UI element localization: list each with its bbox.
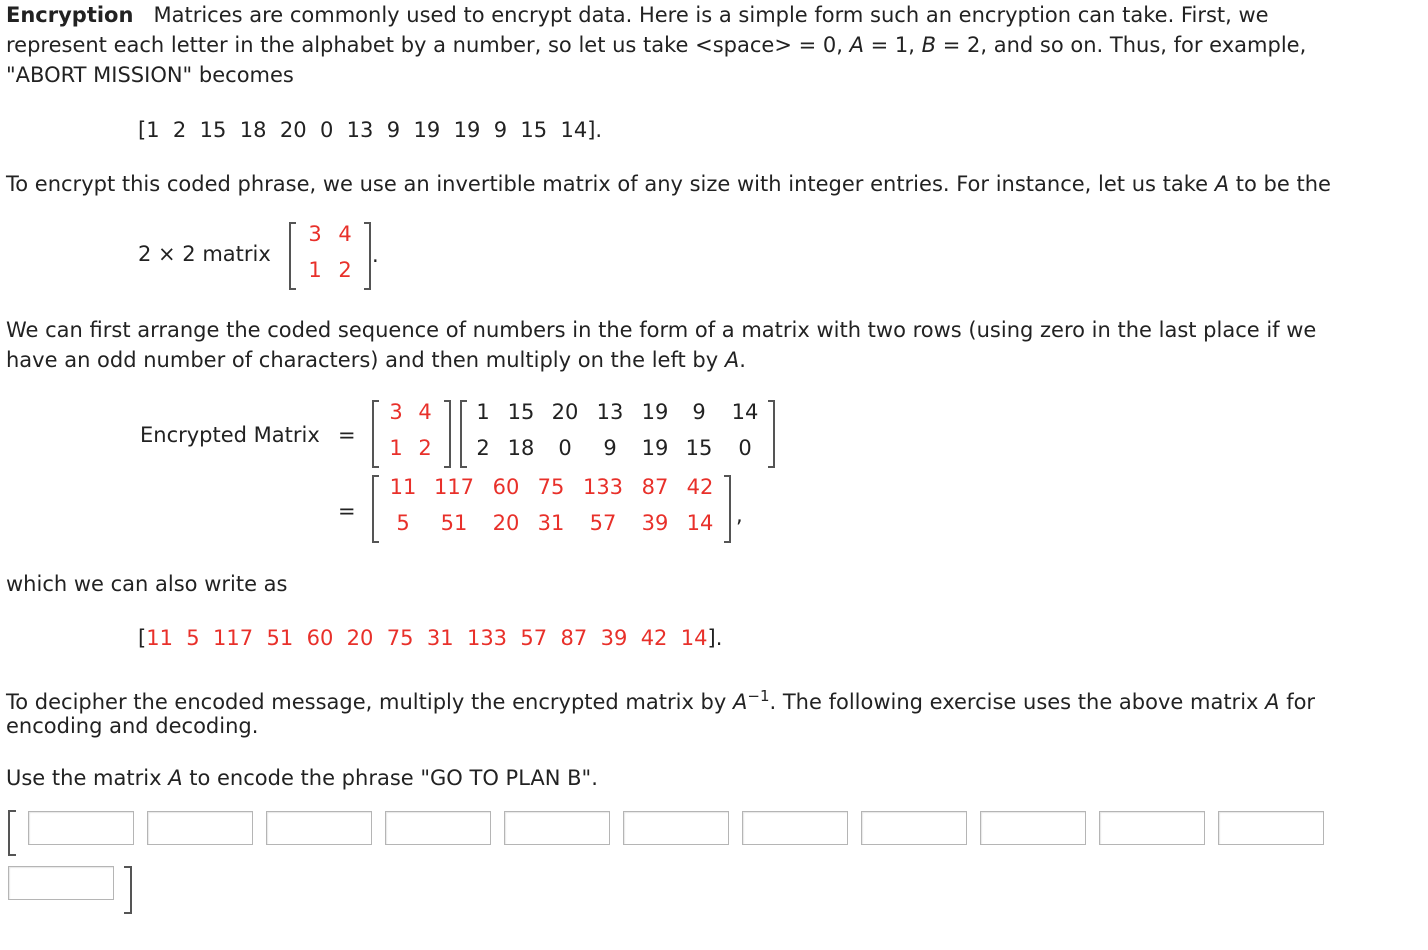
bracket-right <box>768 400 775 468</box>
matrix-cell: 87 <box>641 475 669 499</box>
var-a: A <box>733 690 748 714</box>
matrix-cell: 133 <box>582 475 624 499</box>
intro-text-2a: represent each letter in the alphabet by a number, so let us take <space> = 0, <box>6 33 850 57</box>
intro-text-3: "ABORT MISSION" becomes <box>6 63 294 87</box>
encrypted-value: 75 <box>386 626 414 650</box>
encrypted-value: 5 <box>186 626 200 650</box>
matrix-cell: 20 <box>551 400 579 424</box>
encrypted-value: 31 <box>426 626 454 650</box>
encrypted-value: 11 <box>146 626 173 650</box>
matrix-cell: 14 <box>731 400 759 424</box>
encrypted-sequence <box>138 623 722 653</box>
matrix-a-cell: 2 <box>338 258 352 282</box>
matrix-cell: 11 <box>389 475 417 499</box>
open-bracket: [ <box>138 626 147 650</box>
matrix-cell: 13 <box>596 400 624 424</box>
equals-sign: = <box>338 423 356 447</box>
bracket-left <box>372 475 379 543</box>
coded-value: 0 <box>319 118 334 142</box>
matrix-cell: 4 <box>418 400 432 424</box>
answer-left-bracket <box>8 810 16 856</box>
para3-line-1: We can first arrange the coded sequence of numbers in the form of a matrix with two rows (using zero in the last place if we <box>6 318 1317 342</box>
answer-input-12[interactable] <box>8 866 114 900</box>
var-a: A <box>724 348 740 372</box>
intro-text-1: Matrices are commonly used to encrypt data. Here is a simple form such an encryption can take. First, we <box>153 3 1269 27</box>
matrix-cell: 51 <box>440 511 468 535</box>
matrix-cell: 117 <box>433 475 475 499</box>
para2-text-2: to be the <box>1229 172 1331 196</box>
answer-input-1[interactable] <box>28 811 134 845</box>
para2-text-1: To encrypt this coded phrase, we use an invertible matrix of any size with integer entries. For instance, let us take <box>6 172 1215 196</box>
equals-sign: = <box>338 499 356 523</box>
encrypted-value: 87 <box>560 626 588 650</box>
bracket-right <box>724 475 731 543</box>
answer-input-8[interactable] <box>861 811 967 845</box>
matrix-cell: 1 <box>389 436 403 460</box>
encrypted-value: 57 <box>520 626 548 650</box>
answer-input-11[interactable] <box>1218 811 1324 845</box>
intro-line-3 <box>6 60 1406 90</box>
bracket-left <box>460 400 467 468</box>
para3-period: . <box>739 348 746 372</box>
answer-input-5[interactable] <box>504 811 610 845</box>
answer-input-7[interactable] <box>742 811 848 845</box>
matrix-cell: 15 <box>507 400 535 424</box>
answer-input-10[interactable] <box>1099 811 1205 845</box>
var-b: B <box>921 33 937 57</box>
matrix-a-cell: 4 <box>338 222 352 246</box>
para3-text: have an odd number of characters) and then multiply on the left by <box>6 348 725 372</box>
coded-sequence <box>138 115 602 145</box>
matrix-cell: 2 <box>418 436 432 460</box>
intro-text-2b: = 1, <box>863 33 922 57</box>
matrix-cell: 0 <box>738 436 752 460</box>
coded-value: 2 <box>172 118 187 142</box>
answer-input-2[interactable] <box>147 811 253 845</box>
matrix-a-right-bracket <box>364 222 371 290</box>
matrix-period: . <box>372 243 379 267</box>
coded-value: [1 <box>138 118 160 142</box>
bracket-left <box>372 400 379 468</box>
inverse-superscript: −1 <box>747 687 770 705</box>
intro-text-2c: = 2, and so on. Thus, for example, <box>936 33 1307 57</box>
matrix-cell: 42 <box>686 475 714 499</box>
equation-comma: , <box>736 503 743 527</box>
coded-value: 15 <box>520 118 548 142</box>
coded-value: 14]. <box>560 118 603 142</box>
var-a: A <box>1214 172 1230 196</box>
answer-right-bracket <box>124 866 132 914</box>
matrix-cell: 39 <box>641 511 669 535</box>
coded-value: 9 <box>386 118 401 142</box>
var-a: A <box>168 766 183 790</box>
coded-value: 20 <box>279 118 307 142</box>
encrypted-value: 133 <box>466 626 508 650</box>
matrix-cell: 19 <box>641 400 669 424</box>
matrix-cell: 15 <box>685 436 713 460</box>
question-text-2: to encode the phrase "GO TO PLAN B". <box>182 766 598 790</box>
matrix-a-left-bracket <box>289 222 296 290</box>
para5-text-2: . The following exercise uses the above matrix <box>769 690 1266 714</box>
coded-value: 15 <box>199 118 227 142</box>
encryption-heading: Encryption <box>6 3 134 27</box>
para5-text-1: To decipher the encoded message, multiply the encrypted matrix by <box>6 690 733 714</box>
encrypted-value: 42 <box>640 626 668 650</box>
matrix-cell: 1 <box>476 400 490 424</box>
encrypted-matrix-label: Encrypted Matrix <box>140 423 320 447</box>
para5-text-3: for <box>1279 690 1316 714</box>
encrypted-value: 39 <box>600 626 628 650</box>
coded-value: 9 <box>493 118 508 142</box>
coded-value: 19 <box>453 118 481 142</box>
question <box>6 763 1406 793</box>
matrix-cell: 14 <box>686 511 714 535</box>
encrypted-value: 117 <box>213 626 254 650</box>
intro-line-1 <box>6 0 1406 30</box>
matrix-cell: 2 <box>476 436 490 460</box>
matrix-cell: 5 <box>396 511 410 535</box>
para5-line-2: encoding and decoding. <box>6 714 259 738</box>
matrix-cell: 18 <box>507 436 535 460</box>
intro-line-2 <box>6 30 1406 60</box>
encrypted-value: 14 <box>680 626 708 650</box>
para2-line-1 <box>6 169 1406 199</box>
answer-input-6[interactable] <box>623 811 729 845</box>
matrix-cell: 31 <box>537 511 565 535</box>
answer-input-4[interactable] <box>385 811 491 845</box>
var-a: A <box>1265 690 1280 714</box>
coded-value: 13 <box>346 118 374 142</box>
para4-text: which we can also write as <box>6 572 288 596</box>
answer-input-9[interactable] <box>980 811 1086 845</box>
matrix-a-cell: 3 <box>308 222 322 246</box>
matrix-cell: 57 <box>589 511 617 535</box>
var-a: A <box>849 33 864 57</box>
matrix-cell: 9 <box>603 436 617 460</box>
matrix-cell: 9 <box>692 400 706 424</box>
answer-input-3[interactable] <box>266 811 372 845</box>
coded-value: 18 <box>239 118 267 142</box>
para3-line-2 <box>6 345 1406 375</box>
encrypted-value: 51 <box>266 626 294 650</box>
encrypted-value: 60 <box>306 626 334 650</box>
matrix-cell: 19 <box>641 436 669 460</box>
matrix-cell: 20 <box>492 511 520 535</box>
close-bracket: ]. <box>707 626 723 650</box>
matrix-cell: 60 <box>492 475 520 499</box>
coded-value: 19 <box>413 118 441 142</box>
matrix-cell: 0 <box>558 436 572 460</box>
bracket-right <box>444 400 451 468</box>
matrix-size-label: 2 × 2 matrix <box>138 242 271 266</box>
question-text-1: Use the matrix <box>6 766 169 790</box>
matrix-cell: 3 <box>389 400 403 424</box>
matrix-cell: 75 <box>537 475 565 499</box>
matrix-a-cell: 1 <box>308 258 322 282</box>
encrypted-value: 20 <box>346 626 374 650</box>
